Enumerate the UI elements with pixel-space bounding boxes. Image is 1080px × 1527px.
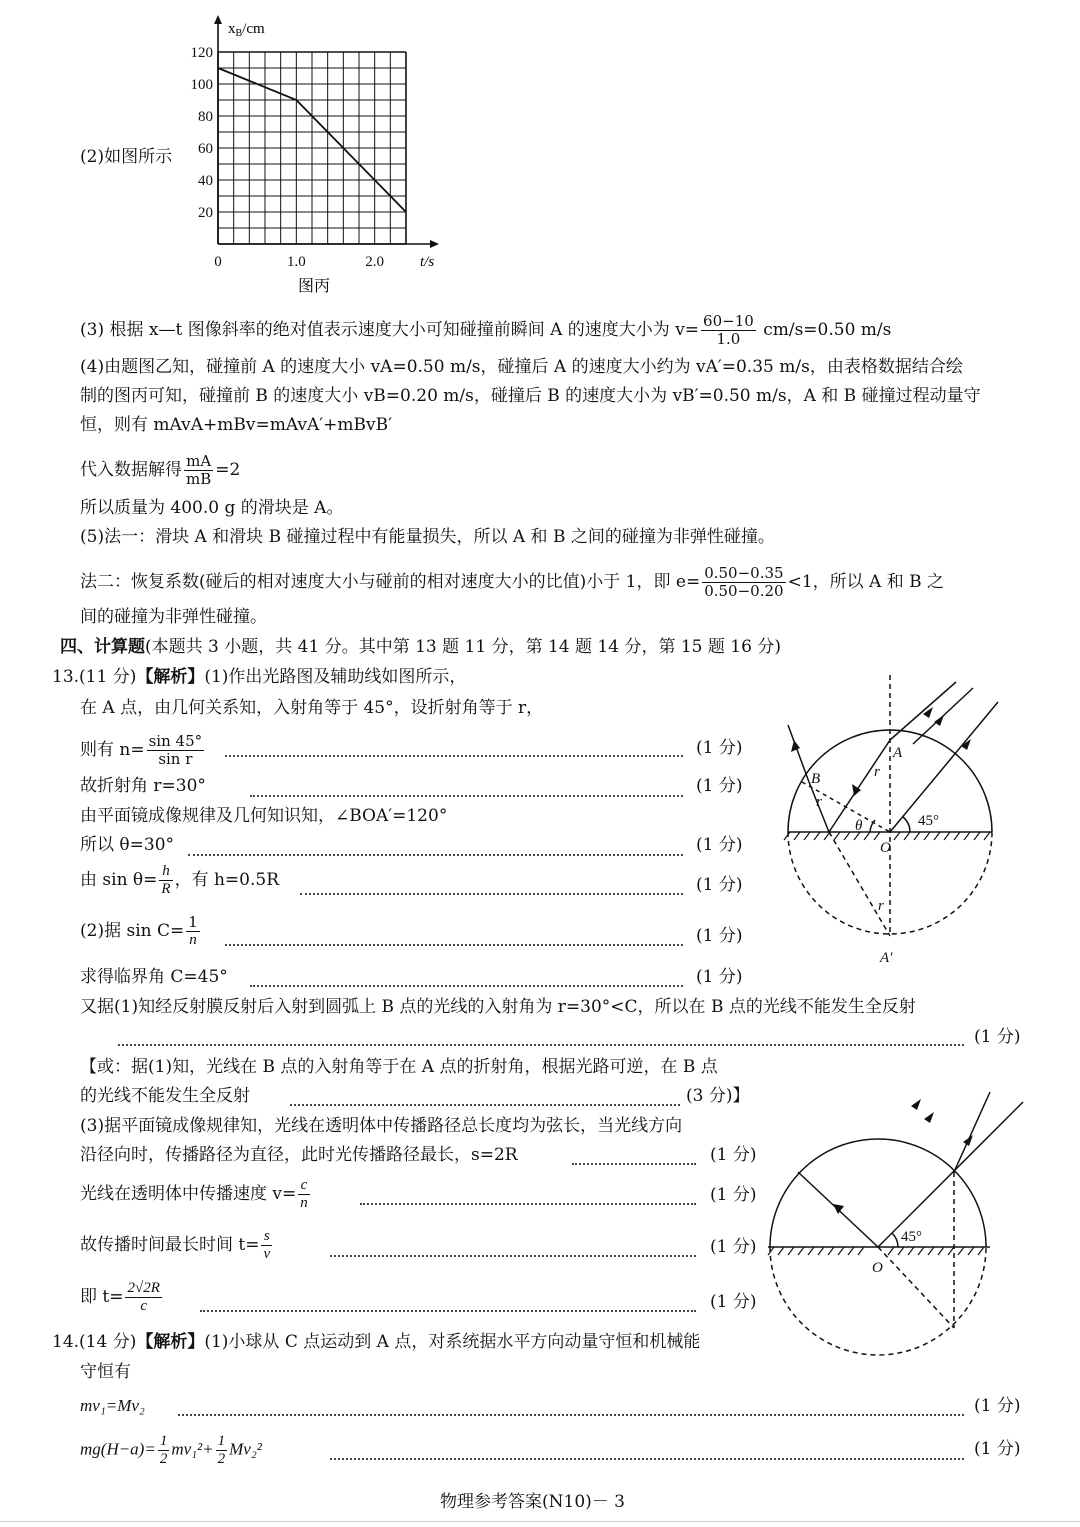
label-45-degree: 45°	[918, 813, 939, 829]
light-path-figure-1	[758, 670, 1048, 970]
q13-or2-score: (3 分)】	[686, 1086, 750, 1106]
q13-a5-score: (1 分)	[696, 835, 743, 855]
q13-a1: 在 A 点，由几何关系知，入射角等于 45°，设折射角等于 r，	[80, 698, 544, 718]
q14-h2: 守恒有	[80, 1362, 131, 1382]
leader-dots	[188, 854, 683, 856]
q14-heading: 14.(14 分)【解析】(1)小球从 C 点运动到 A 点，对系统据水平方向动量守恒和机械能	[52, 1332, 701, 1352]
leader-dots	[118, 1044, 964, 1046]
q13-heading: 13.(11 分)【解析】(1)作出光路图及辅助线如图所示，	[52, 667, 467, 687]
page-footer: 物理参考答案(N10)－ 3	[440, 1492, 625, 1512]
q13-c4-score: (1 分)	[710, 1237, 757, 1257]
n-fraction: $\frac{\sin 45^\circ}{\text{sin r}}$	[148, 732, 203, 768]
image-ray	[878, 1247, 954, 1328]
q14-e1-score: (1 分)	[974, 1396, 1021, 1416]
q13-a3-score: (1 分)	[696, 776, 743, 796]
label-a: A	[893, 745, 903, 761]
leader-dots	[225, 944, 683, 946]
label-b: B	[811, 771, 821, 787]
line-6: 所以质量为 400.0 g 的滑块是 A。	[80, 498, 344, 518]
section-4-heading: 四、计算题(本题共 3 小题，共 41 分。其中第 13 题 11 分，第 14 题 14 分，第 15 题 16 分)	[60, 637, 781, 657]
chart-label: (2)如图所示	[80, 147, 173, 167]
q13-a5: 所以 θ=30°	[80, 835, 175, 855]
e-fraction: $\frac{0.50-0.35}{0.50-0.20}$	[704, 564, 784, 600]
label-a-prime: A′	[880, 950, 893, 966]
line-4c: 恒，则有 mAvA+mBv=mAvA′+mBvB′	[80, 415, 392, 435]
q13-a2: 则有 n= $\frac{\sin 45^\circ}{\text{sin r}}$	[80, 732, 203, 768]
y-tick-label: 80	[198, 109, 213, 125]
y-tick-label: 20	[198, 205, 213, 221]
hatch-marks	[768, 1247, 984, 1255]
label-45-degree: 45°	[901, 1229, 922, 1245]
line-9: 间的碰撞为非弹性碰撞。	[80, 607, 267, 627]
line-3-text: (3) 根据 x—t 图像斜率的绝对值表示速度大小可知碰撞前瞬间 A 的速度大小为 v=	[80, 320, 700, 340]
q13-a2-score: (1 分)	[696, 738, 743, 758]
arrow-icon	[924, 1112, 934, 1123]
incident-ray-a	[890, 682, 956, 740]
arrow-icon	[963, 1135, 973, 1146]
q13-a8: 求得临界角 C=45°	[80, 967, 228, 987]
q13-or2: 的光线不能发生全反射	[80, 1086, 250, 1106]
mass-ratio-fraction: $\frac{mA}{mB}$	[186, 452, 212, 488]
label-r: r	[816, 794, 822, 810]
light-path-figure-2	[758, 1060, 1048, 1360]
q13-a8-score: (1 分)	[696, 967, 743, 987]
q13-a6: 由 sin θ= $\frac{h}{R}$ ，有 h=0.5R	[80, 863, 280, 897]
q13-a3: 故折射角 r=30°	[80, 776, 206, 796]
q13-c1: (3)据平面镜成像规律知，光线在透明体中传播路径总长度均为弦长，当光线方向	[80, 1116, 683, 1136]
line-4a: (4)由题图乙知，碰撞前 A 的速度大小 vA=0.50 m/s，碰撞后 A 的速度大小约为 vA′=0.35 m/s，由表格数据结合绘	[80, 357, 963, 377]
angle-45-arc	[892, 1233, 898, 1247]
label-r: r	[878, 898, 884, 914]
leader-dots	[360, 1203, 696, 1205]
leader-dots	[200, 1310, 696, 1312]
leader-dots	[572, 1163, 696, 1165]
leader-dots	[225, 755, 683, 757]
xb-t-chart	[180, 10, 450, 300]
x-tick-label: 1.0	[286, 254, 306, 270]
line-3-result: cm/s=0.50 m/s	[757, 320, 892, 340]
leader-dots	[250, 795, 683, 797]
chart-caption: 图丙	[298, 278, 331, 295]
incident-ray-o	[878, 1102, 1023, 1247]
q13-a6-score: (1 分)	[696, 875, 743, 895]
line-7: (5)法一：滑块 A 和滑块 B 碰撞过程中有能量损失，所以 A 和 B 之间的碰撞为非弹性碰撞。	[80, 527, 775, 547]
label-r: r	[874, 764, 880, 780]
q13-c5: 即 t= $\frac{2√2R}{c}$	[80, 1280, 160, 1314]
q13-c3: 光线在透明体中传播速度 v= $\frac{c}{n}$	[80, 1177, 308, 1211]
q13-a7-score: (1 分)	[696, 926, 743, 946]
arrow-icon	[934, 715, 944, 726]
leader-dots	[178, 1414, 964, 1416]
q14-e2: mg(H−a)= $\frac{1}{2}$ mv₁²+ $\frac{1}{2}$ Mv₂²	[80, 1433, 262, 1467]
x-tick-label: 2.0	[365, 254, 385, 270]
y-tick-label: 60	[198, 141, 213, 157]
incident-ray-o	[890, 702, 998, 832]
angle-45-arc	[903, 817, 910, 832]
q13-or1: 【或：据(1)知，光线在 B 点的入射角等于在 A 点的折射角，根据光路可逆，在 B 点	[80, 1057, 718, 1077]
arrow-icon	[833, 1204, 844, 1214]
q13-a9: 又据(1)知经反射膜反射后入射到圆弧上 B 点的光线的入射角为 r=30°<C，所以在 B 点的光线不能发生全反射	[80, 997, 916, 1017]
leader-dots	[330, 1458, 964, 1460]
q13-a7: (2)据 sin C= $\frac{1}{n}$	[80, 913, 198, 948]
line-8: 法二：恢复系数(碰后的相对速度大小与碰前的相对速度大小的比值)小于 1，即 e= $\frac{0.50-0.35}{0.50-0.20}$ <1，所以 A 和 B 之	[80, 564, 945, 600]
q13-a4: 由平面镜成像规律及几何知识知，∠BOA′=120°	[80, 806, 448, 826]
incident-ray-chord	[954, 1092, 990, 1172]
q13-a9-score: (1 分)	[974, 1027, 1021, 1047]
leader-dots	[330, 1255, 696, 1257]
line-5: 代入数据解得 $\frac{mA}{mB}$ =2	[80, 452, 241, 488]
q14-e2-score: (1 分)	[974, 1439, 1021, 1459]
x-axis-label: t/s	[420, 254, 435, 270]
label-o: O	[880, 840, 891, 856]
y-tick-label: 100	[190, 77, 213, 93]
y-tick-label: 120	[190, 45, 213, 61]
q13-c4: 故传播时间最长时间 t= $\frac{s}{v}$	[80, 1228, 271, 1262]
q13-c3-score: (1 分)	[710, 1185, 757, 1205]
label-theta: θ	[855, 818, 863, 834]
line-3	[80, 313, 891, 348]
arrow-icon	[911, 1099, 921, 1110]
exit-ray	[788, 725, 809, 782]
y-axis-label: $x_B/cm$	[228, 21, 265, 39]
bottom-rule	[0, 1521, 1080, 1522]
q13-c2-score: (1 分)	[710, 1145, 757, 1165]
leader-dots	[250, 985, 683, 987]
y-axis-arrow-icon	[214, 15, 222, 24]
q13-c5-score: (1 分)	[710, 1292, 757, 1312]
arrow-icon	[923, 707, 933, 718]
q13-c2: 沿径向时，传播路径为直径，此时光传播路径最长，s=2R	[80, 1145, 518, 1165]
hatch-marks	[784, 832, 990, 840]
arrow-icon	[791, 740, 800, 752]
leader-dots	[300, 893, 683, 895]
q14-e1: mv₁=Mv₂	[80, 1396, 145, 1415]
x-axis-arrow-icon	[430, 240, 439, 248]
y-tick-label: 40	[198, 173, 213, 189]
x-tick-label: 0	[214, 254, 222, 270]
label-o: O	[872, 1260, 883, 1276]
line-4b: 制的图丙可知，碰撞前 B 的速度大小 vB=0.20 m/s，碰撞后 B 的速度大小为 vB′=0.50 m/s，A 和 B 碰撞过程动量守	[80, 386, 981, 406]
v-fraction: $\frac{60-10}{1.0}$	[703, 312, 754, 348]
leader-dots	[290, 1104, 680, 1106]
